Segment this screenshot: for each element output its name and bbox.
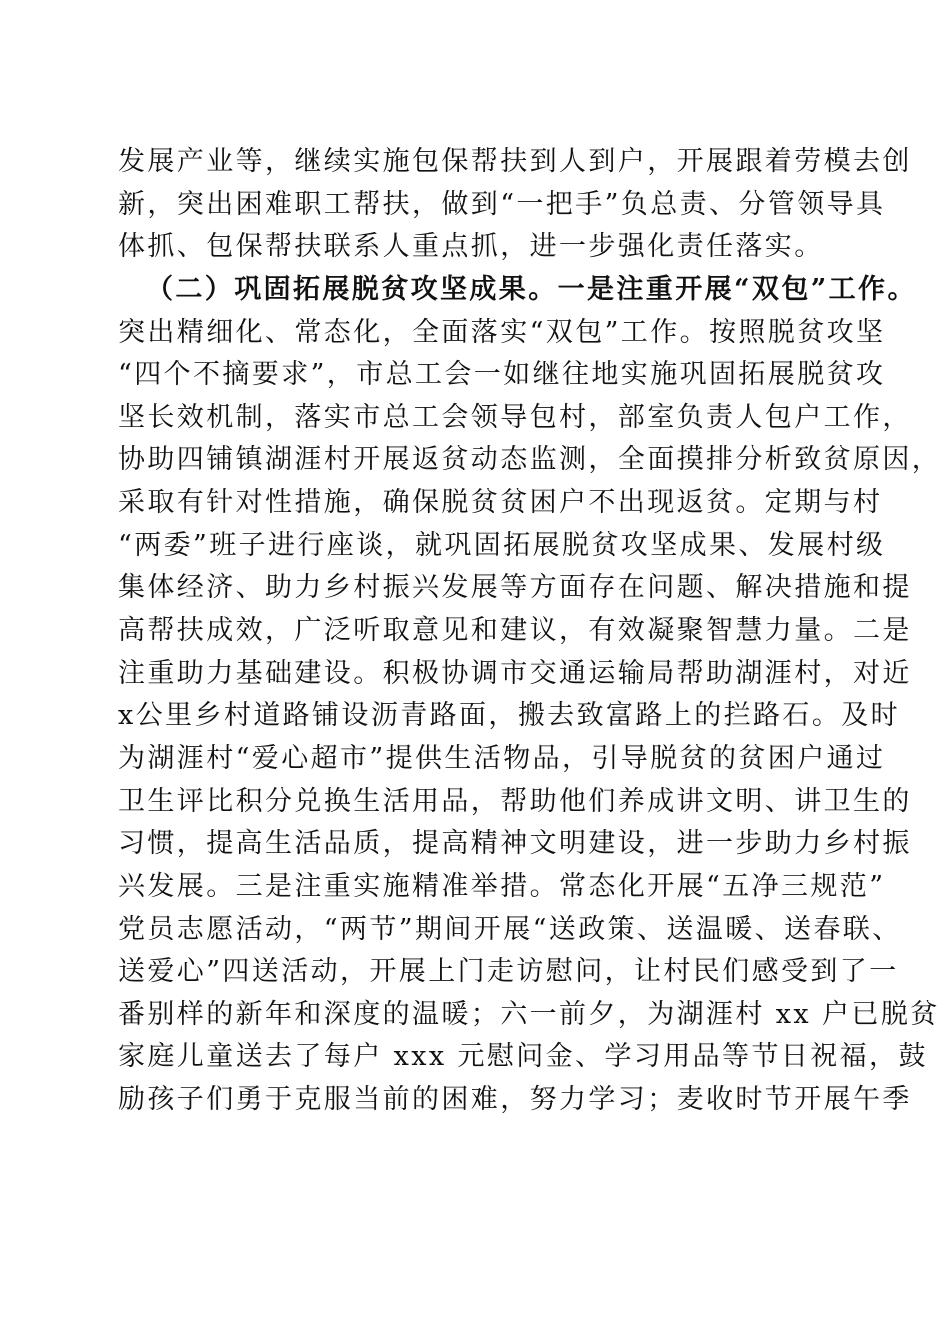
paragraph-line: “四个不摘要求”，市总工会一如继往地实施巩固拓展脱贫攻: [118, 359, 886, 391]
paragraph-line: 注重助力基础建设。积极协调市交通运输局帮助湖涯村，对近: [118, 657, 912, 689]
paragraph-line: 习惯，提高生活品质，提高精神文明建设，进一步助力乡村振: [118, 828, 912, 860]
paragraph-line: 采取有针对性措施，确保脱贫贫困户不出现返贫。定期与村: [118, 487, 883, 519]
paragraph-line: 发展产业等，继续实施包保帮扶到人到户，开展跟着劳模去创: [118, 146, 912, 177]
paragraph-line: 突出精细化、常态化，全面落实“双包”工作。按照脱贫攻坚: [118, 316, 886, 348]
paragraph-line: 励孩子们勇于克服当前的困难，努力学习；麦收时节开展午季: [118, 1084, 912, 1116]
paragraph-line: 新，突出困难职工帮扶，做到“一把手”负总责、分管领导具: [118, 188, 886, 220]
paragraph-line: “两委”班子进行座谈，就巩固拓展脱贫攻坚成果、发展村级: [118, 529, 886, 561]
paragraph-line: 党员志愿活动，“两节”期间开展“送政策、送温暖、送春联、: [118, 913, 902, 945]
paragraph-line: 送爱心”四送活动，开展上门走访慰问，让村民们感受到了一: [118, 956, 899, 988]
paragraph-line: 协助四铺镇湖涯村开展返贫动态监测，全面摸排分析致贫原因，: [118, 444, 942, 476]
document-body: [118, 141, 942, 1122]
paragraph-line: 为湖涯村“爱心超市”提供生活物品，引导脱贫的贫困户通过: [118, 742, 886, 774]
paragraph-line: 高帮扶成效，广泛听取意见和建议，有效凝聚智慧力量。二是: [118, 615, 912, 647]
section-heading-line: （二）巩固拓展脱贫攻坚成果。一是注重开展“双包”工作。: [146, 273, 917, 305]
paragraph-line: 坚长效机制，落实市总工会领导包村，部室负责人包户工作，: [118, 401, 912, 433]
paragraph-line: 家庭儿童送去了每户 xxx 元慰问金、学习用品等节日祝福，鼓: [118, 1041, 928, 1073]
paragraph-line: 卫生评比积分兑换生活用品，帮助他们养成讲文明、讲卫生的: [118, 785, 912, 817]
paragraph-line: 兴发展。三是注重实施精准举措。常态化开展“五净三规范”: [118, 870, 886, 902]
paragraph-line: 番别样的新年和深度的温暖；六一前夕，为湖涯村 xx 户已脱贫: [118, 998, 940, 1030]
paragraph-line: 体抓、包保帮扶联系人重点抓，进一步强化责任落实。: [118, 231, 824, 263]
paragraph-line: x公里乡村道路铺设沥青路面，搬去致富路上的拦路石。及时: [118, 700, 901, 732]
paragraph-line: 集体经济、助力乡村振兴发展等方面存在问题、解决措施和提: [118, 572, 912, 604]
